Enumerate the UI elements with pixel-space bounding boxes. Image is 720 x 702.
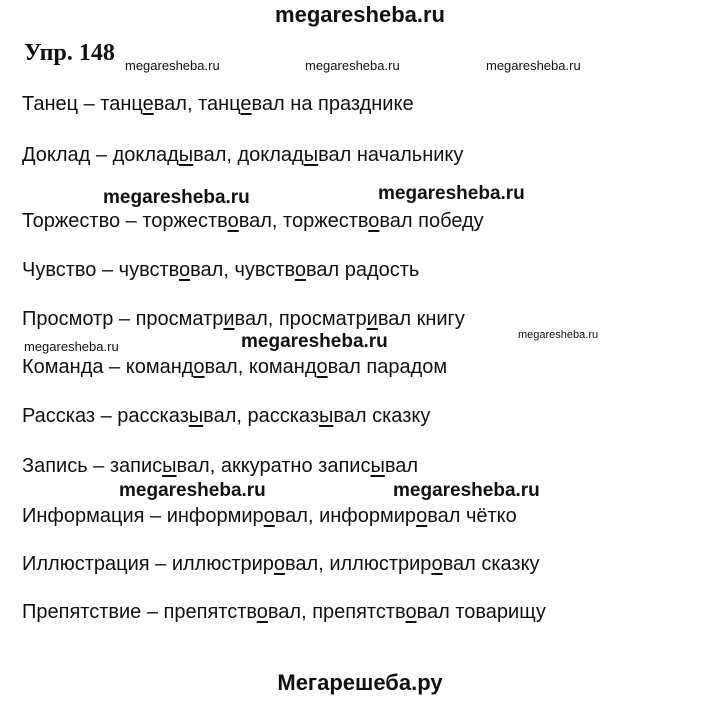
exercise-line: Команда – командовал, командовал парадом	[22, 356, 448, 378]
exercise-title: Упр. 148	[24, 40, 115, 66]
exercise-line: Доклад – докладывал, докладывал начальнику	[22, 144, 464, 166]
highlighted-letter: о	[368, 210, 380, 232]
highlighted-letter: е	[142, 93, 154, 115]
highlighted-letter: о	[316, 356, 328, 378]
watermark: megaresheba.ru	[305, 58, 400, 73]
highlighted-letter: о	[256, 601, 268, 623]
highlighted-letter: и	[223, 308, 235, 330]
highlighted-letter: о	[405, 601, 417, 623]
highlighted-letter: о	[193, 356, 205, 378]
highlighted-letter: ы	[370, 455, 385, 477]
highlighted-letter: ы	[318, 405, 334, 427]
exercise-line: Информация – информировал, информировал чётко	[22, 505, 517, 527]
site-footer: Мегарешеба.ру	[277, 670, 443, 695]
highlighted-letter: ы	[178, 144, 194, 166]
highlighted-letter: о	[179, 259, 191, 281]
watermark: megaresheba.ru	[241, 331, 388, 352]
highlighted-letter: е	[240, 93, 252, 115]
watermark: megaresheba.ru	[24, 339, 119, 354]
site-header: megaresheba.ru	[275, 2, 445, 27]
exercise-line: Запись – записывал, аккуратно записывал	[22, 455, 419, 477]
watermark: megaresheba.ru	[378, 183, 525, 204]
watermark: megaresheba.ru	[518, 329, 599, 341]
highlighted-letter: о	[263, 505, 275, 527]
highlighted-letter: ы	[188, 405, 204, 427]
exercise-line: Торжество – торжествовал, торжествовал победу	[22, 210, 484, 232]
watermark: megaresheba.ru	[119, 480, 266, 501]
watermark: megaresheba.ru	[486, 58, 581, 73]
exercise-line: Иллюстрация – иллюстрировал, иллюстрировал сказку	[22, 553, 540, 575]
highlighted-letter: ы	[303, 144, 319, 166]
highlighted-letter: о	[431, 553, 443, 575]
exercise-line: Чувство – чувствовал, чувствовал радость	[22, 259, 420, 281]
highlighted-letter: о	[294, 259, 306, 281]
highlighted-letter: ы	[162, 455, 177, 477]
highlighted-letter: и	[366, 308, 378, 330]
watermark: megaresheba.ru	[103, 187, 250, 208]
exercise-line: Рассказ – рассказывал, рассказывал сказку	[22, 405, 431, 427]
exercise-line: Просмотр – просматривал, просматривал книгу	[22, 308, 465, 330]
exercise-line: Танец – танцевал, танцевал на празднике	[22, 93, 414, 115]
watermark: megaresheba.ru	[125, 58, 220, 73]
watermark: megaresheba.ru	[393, 480, 540, 501]
highlighted-letter: о	[273, 553, 286, 575]
highlighted-letter: о	[416, 505, 428, 527]
highlighted-letter: о	[227, 210, 239, 232]
exercise-line: Препятствие – препятствовал, препятствовал товарищу	[22, 601, 546, 623]
